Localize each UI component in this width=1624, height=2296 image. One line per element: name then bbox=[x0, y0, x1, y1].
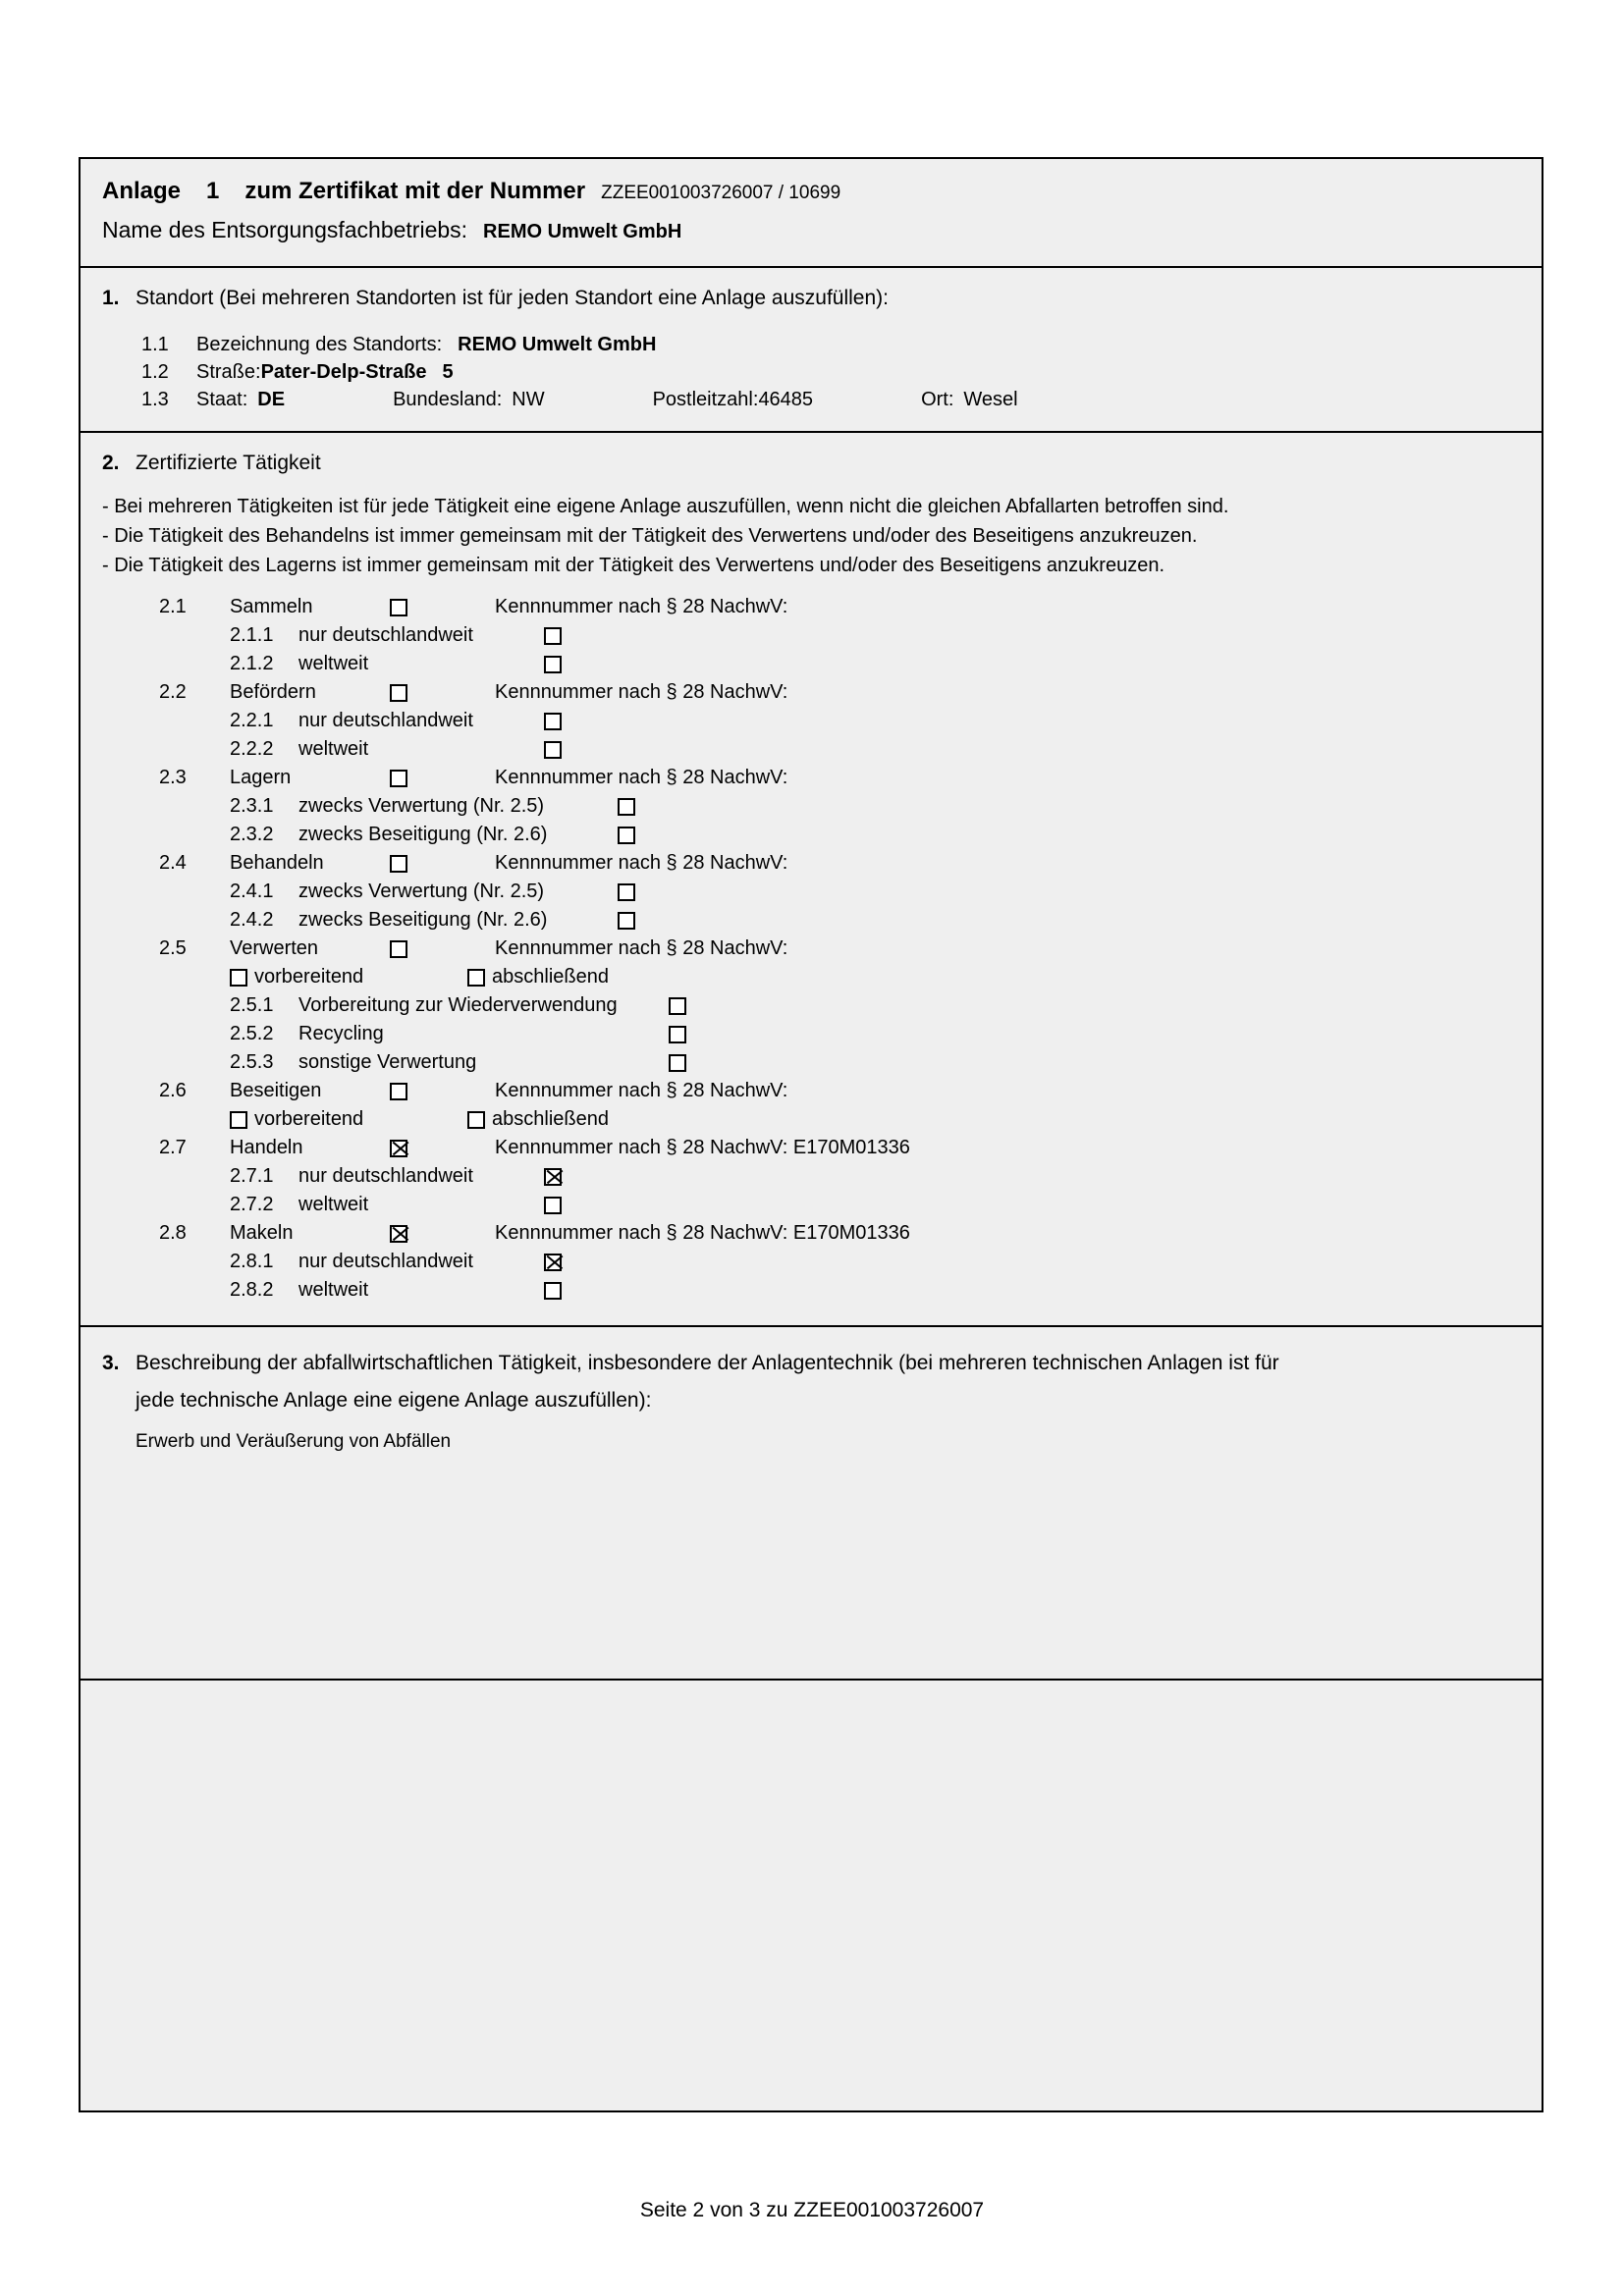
activity-row-2-8 bbox=[102, 1222, 1520, 1251]
checkbox-handeln[interactable] bbox=[390, 1140, 407, 1157]
checkbox-behandeln-beseitigung[interactable] bbox=[618, 912, 635, 930]
section-2-title-text: Zertifizierte Tätigkeit bbox=[135, 452, 321, 474]
staat-value: DE bbox=[257, 389, 286, 410]
activity-row-2-7 bbox=[102, 1137, 1520, 1165]
checkbox-befoerdern-weltweit[interactable] bbox=[544, 741, 562, 759]
header-box bbox=[79, 157, 1543, 268]
sub-index: 2.2.2 bbox=[230, 738, 274, 760]
section-3-description-text: Erwerb und Veräußerung von Abfällen bbox=[135, 1431, 452, 1452]
row-label-bundesland: Bundesland: bbox=[393, 389, 503, 410]
checkbox-handeln-weltweit[interactable] bbox=[544, 1197, 562, 1214]
section-1-standort bbox=[79, 268, 1543, 433]
activity-subrow-2-1-2 bbox=[102, 653, 1520, 681]
checkbox-sammeln-weltweit[interactable] bbox=[544, 656, 562, 673]
row-label: Straße: bbox=[196, 361, 261, 383]
activity-subrow-2-8-2 bbox=[102, 1279, 1520, 1308]
sub-index: 2.2.1 bbox=[230, 710, 274, 731]
verwerten-vorbereitend-label: vorbereitend bbox=[254, 966, 364, 988]
beseitigen-vorbereitend-label: vorbereitend bbox=[254, 1108, 364, 1130]
sub-label: nur deutschlandweit bbox=[298, 1251, 473, 1272]
row-label-ort: Ort: bbox=[921, 389, 954, 410]
checkbox-verwerten[interactable] bbox=[390, 940, 407, 958]
checkbox-lagern[interactable] bbox=[390, 770, 407, 787]
activity-subrow-2-4-2 bbox=[102, 909, 1520, 937]
company-label: Name des Entsorgungsfachbetriebs: bbox=[102, 217, 468, 242]
row-label-plz: Postleitzahl: bbox=[652, 389, 759, 410]
sub-label: zwecks Verwertung (Nr. 2.5) bbox=[298, 881, 545, 902]
checkbox-sonstige-verwertung[interactable] bbox=[669, 1054, 686, 1072]
anlage-number: 1 bbox=[206, 178, 220, 204]
checkbox-makeln-weltweit[interactable] bbox=[544, 1282, 562, 1300]
section-1-title bbox=[102, 284, 1520, 313]
activity-row-2-6 bbox=[102, 1080, 1520, 1108]
section-3-title-line2: jede technische Anlage eine eigene Anlage auszufüllen): bbox=[135, 1389, 652, 1412]
sub-label: nur deutschlandweit bbox=[298, 710, 473, 731]
activity-label: Sammeln bbox=[230, 596, 313, 617]
kennnummer-makeln: Kennnummer nach § 28 NachwV: E170M01336 bbox=[495, 1222, 910, 1244]
kennnummer-label: Kennnummer nach § 28 NachwV: bbox=[495, 767, 788, 788]
section-3-title-line2-wrap bbox=[135, 1382, 1520, 1419]
activity-row-2-2 bbox=[102, 681, 1520, 710]
row-label-staat: Staat: bbox=[196, 389, 248, 410]
activity-subrow-2-3-1 bbox=[102, 795, 1520, 824]
sub-label: Recycling bbox=[298, 1023, 384, 1044]
activity-subrow-2-5-2 bbox=[102, 1023, 1520, 1051]
activity-index: 2.6 bbox=[159, 1080, 187, 1101]
activity-index: 2.1 bbox=[159, 596, 187, 617]
activity-index: 2.3 bbox=[159, 767, 187, 788]
activity-label: Befördern bbox=[230, 681, 316, 703]
bundesland-value: NW bbox=[512, 389, 545, 410]
kennnummer-label: Kennnummer nach § 28 NachwV: bbox=[495, 852, 788, 874]
activity-row-2-5 bbox=[102, 937, 1520, 966]
sub-label: weltweit bbox=[298, 1279, 369, 1301]
address-block bbox=[102, 331, 1520, 413]
sub-index: 2.8.1 bbox=[230, 1251, 274, 1272]
section-4-empty-box bbox=[79, 1681, 1543, 2112]
activity-label: Verwerten bbox=[230, 937, 319, 959]
section-3-title bbox=[102, 1345, 1520, 1382]
activity-subrow-2-5-3 bbox=[102, 1051, 1520, 1080]
address-row-street bbox=[102, 358, 1520, 386]
activity-label: Behandeln bbox=[230, 852, 324, 874]
sub-label: sonstige Verwertung bbox=[298, 1051, 477, 1073]
activity-subrow-2-2-1 bbox=[102, 710, 1520, 738]
activity-subrow-2-1-1 bbox=[102, 624, 1520, 653]
sub-index: 2.7.1 bbox=[230, 1165, 274, 1187]
activity-subrow-2-2-2 bbox=[102, 738, 1520, 767]
sub-index: 2.7.2 bbox=[230, 1194, 274, 1215]
checkbox-sammeln[interactable] bbox=[390, 599, 407, 616]
activity-subrow-2-5-1 bbox=[102, 994, 1520, 1023]
verwerten-mode-row bbox=[102, 966, 1520, 994]
sub-label: zwecks Beseitigung (Nr. 2.6) bbox=[298, 824, 548, 845]
checkbox-verwerten-vorbereitend[interactable] bbox=[230, 969, 247, 987]
checkbox-handeln-deutschlandweit[interactable] bbox=[544, 1168, 562, 1186]
section-1-title-text: Standort (Bei mehreren Standorten ist für jeden Standort eine Anlage auszufüllen): bbox=[135, 287, 889, 309]
address-row-name bbox=[102, 331, 1520, 358]
section-1-number: 1. bbox=[102, 287, 120, 309]
checkbox-makeln[interactable] bbox=[390, 1225, 407, 1243]
checkbox-lagern-verwertung[interactable] bbox=[618, 798, 635, 816]
activity-subrow-2-3-2 bbox=[102, 824, 1520, 852]
checkbox-beseitigen-abschliessend[interactable] bbox=[467, 1111, 485, 1129]
section-2-title bbox=[102, 449, 1520, 478]
sub-label: nur deutschlandweit bbox=[298, 624, 473, 646]
activity-subrow-2-8-1 bbox=[102, 1251, 1520, 1279]
form-body bbox=[79, 157, 1543, 2112]
checkbox-vorbereitung-wiederverwendung[interactable] bbox=[669, 997, 686, 1015]
verwerten-abschliessend-label: abschließend bbox=[492, 966, 609, 988]
sub-index: 2.5.3 bbox=[230, 1051, 274, 1073]
sub-index: 2.4.1 bbox=[230, 881, 274, 902]
sub-index: 2.1.2 bbox=[230, 653, 274, 674]
sub-label: nur deutschlandweit bbox=[298, 1165, 473, 1187]
header-title-rest: zum Zertifikat mit der Nummer bbox=[244, 178, 586, 204]
sub-index: 2.5.2 bbox=[230, 1023, 274, 1044]
activity-subrow-2-4-1 bbox=[102, 881, 1520, 909]
sub-index: 2.4.2 bbox=[230, 909, 274, 931]
kennnummer-label: Kennnummer nach § 28 NachwV: bbox=[495, 1080, 788, 1101]
plz-value: 46485 bbox=[758, 389, 814, 410]
checkbox-sammeln-deutschlandweit[interactable] bbox=[544, 627, 562, 645]
activity-row-2-3 bbox=[102, 767, 1520, 795]
row-index: 1.3 bbox=[141, 389, 169, 410]
street-number-value: 5 bbox=[442, 361, 454, 383]
checkbox-beseitigen[interactable] bbox=[390, 1083, 407, 1100]
activity-subrow-2-7-1 bbox=[102, 1165, 1520, 1194]
activity-label: Lagern bbox=[230, 767, 292, 788]
section-3-number: 3. bbox=[102, 1352, 120, 1374]
checkbox-befoerdern[interactable] bbox=[390, 684, 407, 702]
beseitigen-abschliessend-label: abschließend bbox=[492, 1108, 609, 1130]
activity-row-2-1 bbox=[102, 596, 1520, 624]
anlage-label: Anlage bbox=[102, 178, 182, 204]
header-title-row bbox=[102, 175, 1520, 209]
note-line: - Die Tätigkeit des Behandelns ist immer gemeinsam mit der Tätigkeit des Verwertens und/oder des Beseitigens anzukreuzen. bbox=[102, 525, 1198, 547]
checkbox-behandeln[interactable] bbox=[390, 855, 407, 873]
certificate-number: ZZEE001003726007 / 10699 bbox=[601, 183, 841, 203]
sub-index: 2.8.2 bbox=[230, 1279, 274, 1301]
section-2-number: 2. bbox=[102, 452, 120, 474]
checkbox-lagern-beseitigung[interactable] bbox=[618, 827, 635, 844]
beseitigen-mode-row bbox=[102, 1108, 1520, 1137]
ort-value: Wesel bbox=[963, 389, 1018, 410]
checkbox-beseitigen-vorbereitend[interactable] bbox=[230, 1111, 247, 1129]
checkbox-recycling[interactable] bbox=[669, 1026, 686, 1043]
checkbox-verwerten-abschliessend[interactable] bbox=[467, 969, 485, 987]
checkbox-befoerdern-deutschlandweit[interactable] bbox=[544, 713, 562, 730]
page-footer: Seite 2 von 3 zu ZZEE001003726007 bbox=[639, 2199, 985, 2221]
section-2-notes bbox=[102, 492, 1520, 580]
kennnummer-label: Kennnummer nach § 28 NachwV: bbox=[495, 681, 788, 703]
activity-index: 2.2 bbox=[159, 681, 187, 703]
activity-index: 2.4 bbox=[159, 852, 187, 874]
row-label: Bezeichnung des Standorts: bbox=[196, 334, 443, 355]
sub-label: weltweit bbox=[298, 738, 369, 760]
standort-name-value: REMO Umwelt GmbH bbox=[458, 334, 657, 355]
row-index: 1.2 bbox=[141, 361, 169, 383]
company-name: REMO Umwelt GmbH bbox=[483, 221, 682, 242]
company-row bbox=[102, 213, 1520, 248]
activity-label: Beseitigen bbox=[230, 1080, 322, 1101]
section-3-beschreibung bbox=[79, 1327, 1543, 1681]
note-line: - Bei mehreren Tätigkeiten ist für jede Tätigkeit eine eigene Anlage auszufüllen, wenn nicht die gleichen Abfallarten betroffen sind. bbox=[102, 496, 1229, 517]
section-3-title-line1: Beschreibung der abfallwirtschaftlichen Tätigkeit, insbesondere der Anlagentechnik (bei mehreren technischen Anlagen ist für bbox=[135, 1352, 1279, 1374]
sub-label: weltweit bbox=[298, 1194, 369, 1215]
sub-index: 2.3.2 bbox=[230, 824, 274, 845]
sub-label: Vorbereitung zur Wiederverwendung bbox=[298, 994, 618, 1016]
note-line: - Die Tätigkeit des Lagerns ist immer gemeinsam mit der Tätigkeit des Verwertens und/oder des Beseitigens anzukreuzen. bbox=[102, 555, 1165, 576]
activity-subrow-2-7-2 bbox=[102, 1194, 1520, 1222]
activity-label: Handeln bbox=[230, 1137, 303, 1158]
sub-index: 2.1.1 bbox=[230, 624, 274, 646]
activity-index: 2.8 bbox=[159, 1222, 187, 1244]
sub-label: weltweit bbox=[298, 653, 369, 674]
checkbox-behandeln-verwertung[interactable] bbox=[618, 883, 635, 901]
activity-list bbox=[102, 596, 1520, 1308]
activity-row-2-4 bbox=[102, 852, 1520, 881]
activity-index: 2.7 bbox=[159, 1137, 187, 1158]
sub-label: zwecks Verwertung (Nr. 2.5) bbox=[298, 795, 545, 817]
activity-label: Makeln bbox=[230, 1222, 294, 1244]
kennnummer-handeln: Kennnummer nach § 28 NachwV: E170M01336 bbox=[495, 1137, 910, 1158]
sub-index: 2.5.1 bbox=[230, 994, 274, 1016]
kennnummer-label: Kennnummer nach § 28 NachwV: bbox=[495, 596, 788, 617]
activity-index: 2.5 bbox=[159, 937, 187, 959]
sub-index: 2.3.1 bbox=[230, 795, 274, 817]
kennnummer-label: Kennnummer nach § 28 NachwV: bbox=[495, 937, 788, 959]
sub-label: zwecks Beseitigung (Nr. 2.6) bbox=[298, 909, 548, 931]
section-2-taetigkeit bbox=[79, 433, 1543, 1327]
row-index: 1.1 bbox=[141, 334, 169, 355]
street-value: Pater-Delp-Straße bbox=[260, 361, 427, 383]
checkbox-makeln-deutschlandweit[interactable] bbox=[544, 1254, 562, 1271]
address-row-country bbox=[102, 386, 1520, 413]
